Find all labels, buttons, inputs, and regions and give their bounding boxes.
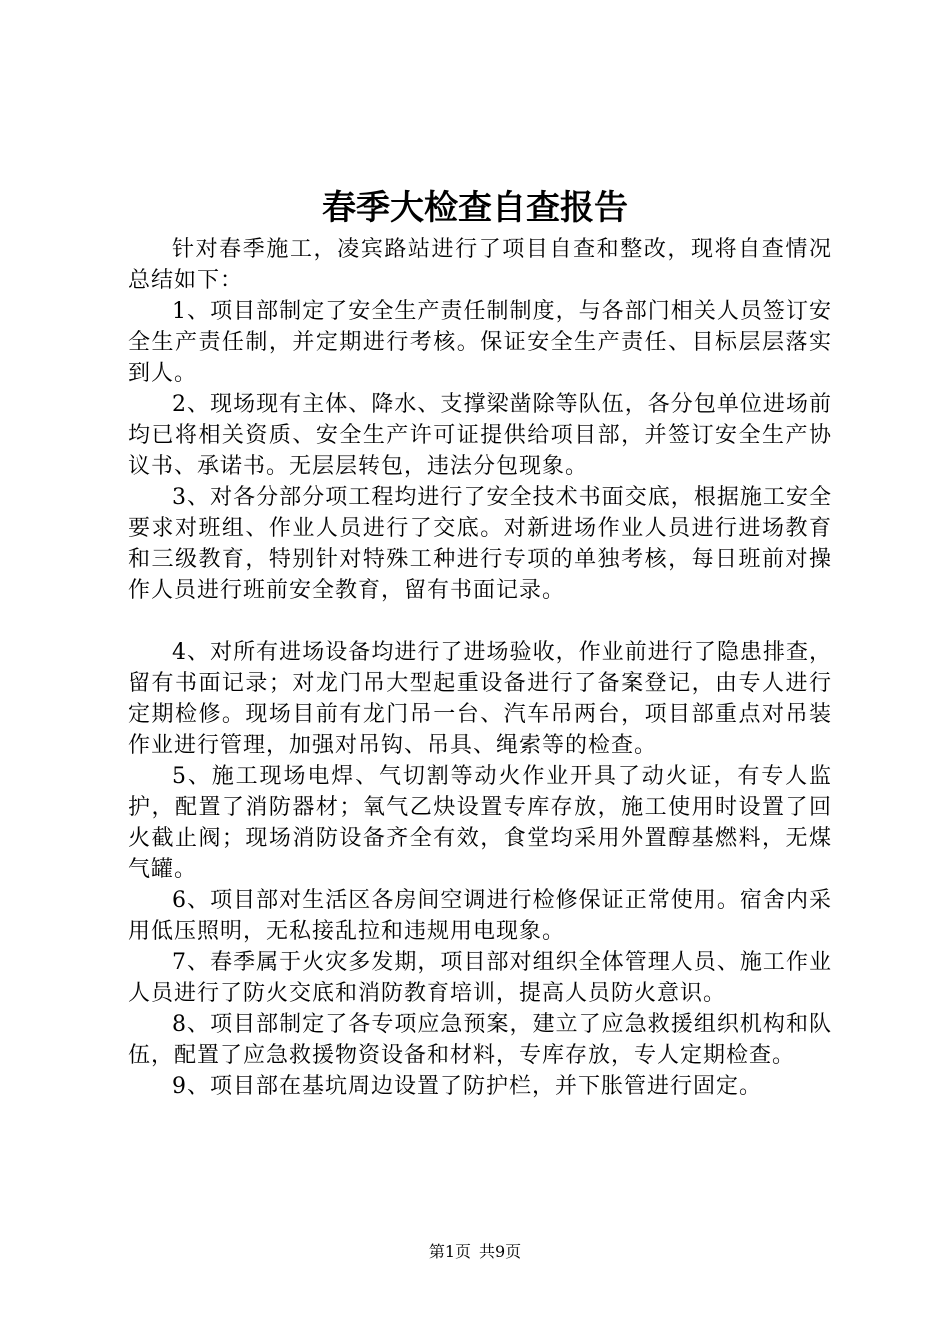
paragraph-item-8: 8、项目部制定了各专项应急预案，建立了应急救援组织机构和队伍，配置了应急救援物资设备和材料，专库存放，专人定期检查。 xyxy=(128,1012,832,1068)
paragraph-item-7: 7、春季属于火灾多发期，项目部对组织全体管理人员、施工作业人员进行了防火交底和消防教育培训，提高人员防火意识。 xyxy=(128,950,832,1006)
paragraph-item-2: 2、现场现有主体、降水、支撑梁凿除等队伍，各分包单位进场前均已将相关资质、安全生产许可证提供给项目部，并签订安全生产协议书、承诺书。无层层转包，违法分包现象。 xyxy=(128,392,832,479)
paragraph-item-6: 6、项目部对生活区各房间空调进行检修保证正常使用。宿舍内采用低压照明，无私接乱拉和违规用电现象。 xyxy=(128,888,832,944)
page-total: 共9页 xyxy=(479,1242,522,1261)
document-body xyxy=(128,234,832,1102)
paragraph-item-5: 5、施工现场电焊、气切割等动火作业开具了动火证，有专人监护，配置了消防器材；氧气乙炔设置专库存放，施工使用时设置了回火截止阀；现场消防设备齐全有效，食堂均采用外置醇基燃料，无煤气罐。 xyxy=(128,764,832,882)
page-footer xyxy=(0,1240,950,1264)
paragraph-item-4: 4、对所有进场设备均进行了进场验收，作业前进行了隐患排查，留有书面记录；对龙门吊大型起重设备进行了备案登记，由专人进行定期检修。现场目前有龙门吊一台、汽车吊两台，项目部重点对吊装作业进行管理，加强对吊钩、吊具、绳索等的检查。 xyxy=(128,640,832,758)
paragraph-item-3: 3、对各分部分项工程均进行了安全技术书面交底，根据施工安全要求对班组、作业人员进行了交底。对新进场作业人员进行进场教育和三级教育，特别针对特殊工种进行专项的单独考核，每日班前对操作人员进行班前安全教育，留有书面记录。 xyxy=(128,485,832,603)
document-title: 春季大检查自查报告 xyxy=(322,188,628,228)
paragraph-item-1: 1、项目部制定了安全生产责任制制度，与各部门相关人员签订安全生产责任制，并定期进行考核。保证安全生产责任、目标层层落实到人。 xyxy=(128,299,832,386)
page-number: 第1页 xyxy=(428,1242,471,1261)
paragraph-intro: 针对春季施工，凌宾路站进行了项目自查和整改，现将自查情况总结如下： xyxy=(128,237,832,293)
paragraph-item-9: 9、项目部在基坑周边设置了防护栏，并下胀管进行固定。 xyxy=(172,1074,762,1099)
